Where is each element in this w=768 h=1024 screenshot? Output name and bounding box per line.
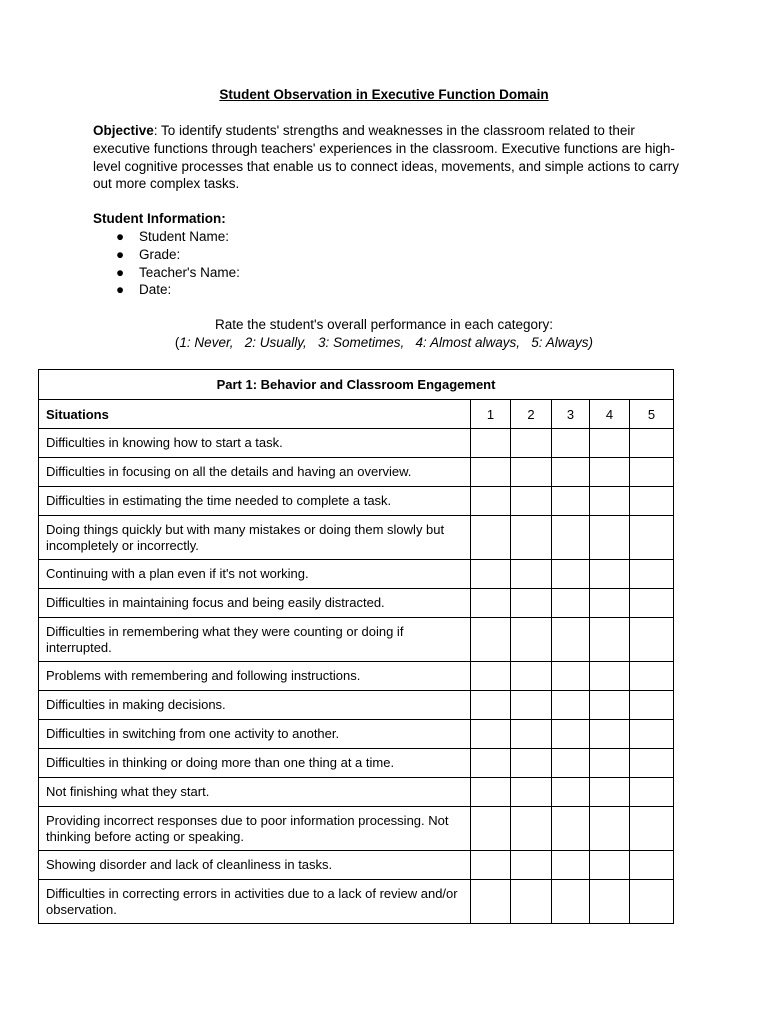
rating-cell[interactable] — [630, 662, 674, 691]
rating-cell[interactable] — [590, 618, 630, 662]
situation-text: Providing incorrect responses due to poor information processing. Not thinking before acting or speaking. — [39, 807, 471, 851]
rating-cell[interactable] — [590, 720, 630, 749]
document-title: Student Observation in Executive Function Domain — [219, 87, 549, 102]
rating-cell[interactable] — [590, 880, 630, 924]
rating-cell[interactable] — [552, 880, 590, 924]
rating-cell[interactable] — [471, 516, 511, 560]
table-row — [39, 662, 674, 691]
situation-text: Difficulties in estimating the time needed to complete a task. — [39, 487, 471, 516]
rating-cell[interactable] — [471, 560, 511, 589]
rating-cell[interactable] — [511, 851, 552, 880]
rating-cell[interactable] — [511, 691, 552, 720]
rating-cell[interactable] — [511, 618, 552, 662]
table-row — [39, 880, 674, 924]
rating-cell[interactable] — [471, 720, 511, 749]
rating-cell[interactable] — [471, 429, 511, 458]
rating-cell[interactable] — [630, 516, 674, 560]
rating-cell[interactable] — [471, 880, 511, 924]
table-row — [39, 618, 674, 662]
rating-cell[interactable] — [630, 618, 674, 662]
rating-cell[interactable] — [471, 691, 511, 720]
table-row — [39, 429, 674, 458]
rating-cell[interactable] — [630, 851, 674, 880]
rating-header-2: 2 — [511, 400, 552, 429]
table-row — [39, 749, 674, 778]
rating-cell[interactable] — [590, 487, 630, 516]
situation-text: Difficulties in knowing how to start a task. — [39, 429, 471, 458]
rating-cell[interactable] — [590, 807, 630, 851]
rating-cell[interactable] — [630, 429, 674, 458]
rating-cell[interactable] — [511, 516, 552, 560]
table-row — [39, 516, 674, 560]
situation-text: Problems with remembering and following instructions. — [39, 662, 471, 691]
rating-cell[interactable] — [630, 487, 674, 516]
table-row — [39, 851, 674, 880]
rating-cell[interactable] — [552, 662, 590, 691]
rating-cell[interactable] — [511, 429, 552, 458]
rating-cell[interactable] — [552, 691, 590, 720]
rating-cell[interactable] — [511, 589, 552, 618]
bullet-icon: ● — [116, 282, 125, 298]
rating-cell[interactable] — [590, 560, 630, 589]
rating-cell[interactable] — [471, 851, 511, 880]
student-info-item-grade: ● Grade: — [116, 246, 181, 262]
rating-cell[interactable] — [630, 807, 674, 851]
rating-cell[interactable] — [552, 429, 590, 458]
student-info-item-name: ● Student Name: — [116, 229, 230, 244]
rating-cell[interactable] — [590, 429, 630, 458]
rating-cell[interactable] — [471, 662, 511, 691]
rating-cell[interactable] — [590, 589, 630, 618]
rating-cell[interactable] — [590, 851, 630, 880]
bullet-icon: ● — [116, 246, 125, 262]
table-row — [39, 589, 674, 618]
rating-cell[interactable] — [471, 487, 511, 516]
rating-cell[interactable] — [590, 749, 630, 778]
situation-text: Continuing with a plan even if it's not working. — [39, 560, 471, 589]
rating-header-3: 3 — [552, 400, 590, 429]
table-row — [39, 458, 674, 487]
rating-cell[interactable] — [630, 560, 674, 589]
rating-cell[interactable] — [471, 778, 511, 807]
rating-cell[interactable] — [590, 458, 630, 487]
rating-cell[interactable] — [511, 749, 552, 778]
student-info-list — [93, 228, 240, 299]
rating-cell[interactable] — [590, 662, 630, 691]
rating-cell[interactable] — [630, 691, 674, 720]
rating-cell[interactable] — [630, 778, 674, 807]
situation-text: Showing disorder and lack of cleanliness in tasks. — [39, 851, 471, 880]
situation-text: Doing things quickly but with many mistakes or doing them slowly but incompletely or incorrectly. — [39, 516, 471, 560]
rating-instruction: Rate the student's overall performance in each category: — [214, 317, 553, 332]
rating-cell[interactable] — [590, 778, 630, 807]
rating-cell[interactable] — [511, 778, 552, 807]
rating-cell[interactable] — [630, 720, 674, 749]
situation-text: Difficulties in focusing on all the details and having an overview. — [39, 458, 471, 487]
part-title: Part 1: Behavior and Classroom Engagement — [39, 370, 674, 400]
rating-header-5: 5 — [630, 400, 674, 429]
rating-header-4: 4 — [590, 400, 630, 429]
rating-cell[interactable] — [590, 691, 630, 720]
student-info-label: Student Information: — [93, 211, 226, 226]
rating-cell[interactable] — [511, 720, 552, 749]
situation-text: Difficulties in maintaining focus and being easily distracted. — [39, 589, 471, 618]
situation-text: Difficulties in thinking or doing more than one thing at a time. — [39, 749, 471, 778]
table-row — [39, 560, 674, 589]
situation-text: Difficulties in switching from one activity to another. — [39, 720, 471, 749]
rating-cell[interactable] — [552, 720, 590, 749]
rating-cell[interactable] — [511, 487, 552, 516]
objective-label: Objective — [93, 123, 154, 138]
rating-cell[interactable] — [471, 458, 511, 487]
rating-cell[interactable] — [630, 589, 674, 618]
table-row — [39, 807, 674, 851]
rating-cell[interactable] — [630, 880, 674, 924]
objective-paragraph — [93, 122, 683, 193]
rating-cell[interactable] — [471, 618, 511, 662]
rating-cell[interactable] — [471, 589, 511, 618]
situation-text: Difficulties in making decisions. — [39, 691, 471, 720]
situation-text: Difficulties in correcting errors in activities due to a lack of review and/or observation. — [39, 880, 471, 924]
rating-cell[interactable] — [552, 807, 590, 851]
table-row — [39, 778, 674, 807]
table-row — [39, 720, 674, 749]
bullet-icon: ● — [116, 264, 125, 280]
table-row — [39, 487, 674, 516]
table-row — [39, 691, 674, 720]
objective-text: : To identify students' strengths and weaknesses in the classroom related to their executive functions through teachers' experiences in the classroom. Executive functions are high-level cognitive processes that enable us to connect ideas, movements, and simple actions to carry out more complex tasks. — [93, 123, 680, 192]
rating-cell[interactable] — [552, 589, 590, 618]
rating-cell[interactable] — [552, 458, 590, 487]
rating-cell[interactable] — [630, 749, 674, 778]
rating-cell[interactable] — [511, 807, 552, 851]
situations-header: Situations — [39, 400, 471, 429]
student-info-item-date: ● Date: — [116, 282, 172, 298]
situation-text: Difficulties in remembering what they were counting or doing if interrupted. — [39, 618, 471, 662]
rating-scale: (1: Never, 2: Usually, 3: Sometimes, 4: Almost always, 5: Always) — [174, 335, 594, 350]
rating-cell[interactable] — [552, 778, 590, 807]
rating-cell[interactable] — [552, 560, 590, 589]
bullet-icon: ● — [116, 229, 125, 244]
rating-cell[interactable] — [511, 560, 552, 589]
rating-cell[interactable] — [590, 516, 630, 560]
rating-cell[interactable] — [630, 458, 674, 487]
rating-cell[interactable] — [552, 851, 590, 880]
rating-cell[interactable] — [552, 516, 590, 560]
rating-cell[interactable] — [552, 487, 590, 516]
student-info-item-teacher: ● Teacher's Name: — [116, 264, 240, 280]
rating-cell[interactable] — [471, 807, 511, 851]
observation-table — [38, 369, 674, 924]
rating-cell[interactable] — [471, 749, 511, 778]
rating-cell[interactable] — [511, 662, 552, 691]
rating-cell[interactable] — [511, 458, 552, 487]
rating-cell[interactable] — [552, 618, 590, 662]
situation-text: Not finishing what they start. — [39, 778, 471, 807]
rating-cell[interactable] — [511, 880, 552, 924]
rating-header-1: 1 — [471, 400, 511, 429]
rating-cell[interactable] — [552, 749, 590, 778]
